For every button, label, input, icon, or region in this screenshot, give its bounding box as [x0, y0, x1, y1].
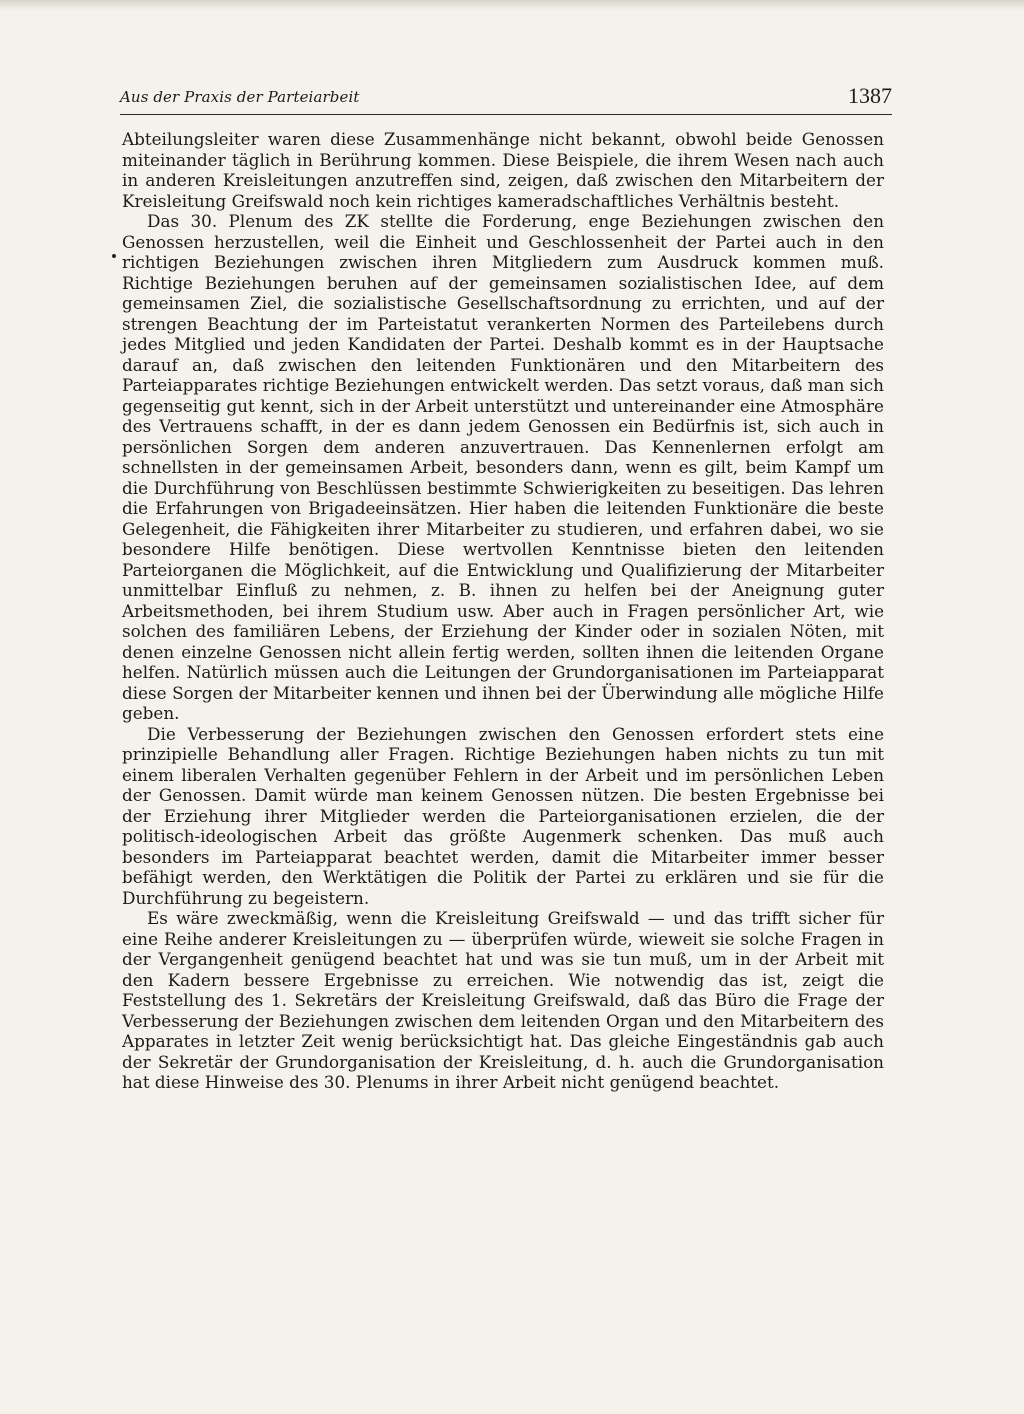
paragraph-4: Es wäre zweckmäßig, wenn die Kreisleitung Greifswald — und das trifft sicher für eine Reihe anderer Kreisleitungen zu — überprüfen würde, wieweit sie solche Fragen in der Vergangenheit genügend beachtet hat und was sie tun muß, um in der Arbeit mit den Kadern bessere Ergebnisse zu erreichen. Wie notwendig das ist, zeigt die Feststellung des 1. Sekretärs der Kreisleitung Greifswald, daß das Büro die Frage der Verbesserung der Beziehungen zwischen dem leitenden Organ und den Mitarbeitern des Apparates in letzter Zeit wenig berücksichtigt hat. Das gleiche Eingeständnis gab auch der Sekretär der Grundorganisation der Kreisleitung, d. h. auch die Grundorganisation hat diese Hinweise des 30. Plenums in ihrer Arbeit nicht genügend beachtet.	[122, 908, 884, 1092]
paragraph-2: Das 30. Plenum des ZK stellte die Forderung, enge Beziehungen zwischen den Genossen herzustellen, weil die Einheit und Geschlossenheit der Partei auch in den richtigen Beziehungen zwischen ihren Mitgliedern zum Ausdruck kommen muß. Richtige Beziehungen beruhen auf der gemeinsamen sozialistischen Idee, auf dem gemeinsamen Ziel, die sozialistische Gesellschaftsordnung zu errichten, und auf der strengen Beachtung der im Parteistatut verankerten Normen des Parteilebens durch jedes Mitglied und jeden Kandidaten der Partei. Deshalb kommt es in der Hauptsache darauf an, daß zwischen den leitenden Funktionären und den Mitarbeitern des Parteiapparates richtige Beziehungen entwickelt werden. Das setzt voraus, daß man sich gegenseitig gut kennt, sich in der Arbeit unterstützt und untereinander eine Atmosphäre des Vertrauens schafft, in der es dann jedem Genossen ein Bedürfnis ist, sich auch in persönlichen Sorgen dem anderen anzuvertrauen. Das Kennenlernen erfolgt am schnellsten in der gemeinsamen Arbeit, besonders dann, wenn es gilt, beim Kampf um die Durchführung von Beschlüssen bestimmte Schwierigkeiten zu beseitigen. Das lehren die Erfahrungen von Brigadeeinsätzen. Hier haben die leitenden Funktionäre die beste Gelegenheit, die Fähigkeiten ihrer Mitarbeiter zu studieren, und erfahren dabei, wo sie besondere Hilfe benötigen. Diese wertvollen Kenntnisse bieten den leitenden Parteiorganen die Möglichkeit, auf die Entwicklung und Qualifizierung der Mitarbeiter unmittelbar Einfluß zu nehmen, z. B. ihnen zu helfen bei der Aneignung guter Arbeitsmethoden, bei ihrem Studium usw. Aber auch in Fragen persönlicher Art, wie solchen des familiären Lebens, der Erziehung der Kinder oder in sozialen Nöten, mit denen einzelne Genossen nicht allein fertig werden, sollten ihnen die leitenden Organe helfen. Natürlich müssen auch die Leitungen der Grundorganisationen im Parteiapparat diese Sorgen der Mitarbeiter kennen und ihnen bei der Überwindung alle mögliche Hilfe geben.	[122, 211, 884, 723]
margin-mark	[112, 254, 116, 258]
page-header	[120, 83, 892, 111]
article-body	[122, 129, 884, 1093]
paragraph-1: Abteilungsleiter waren diese Zusammenhänge nicht bekannt, obwohl beide Genossen miteinander täglich in Berührung kommen. Diese Beispiele, die ihrem Wesen nach auch in anderen Kreisleitungen anzutreffen sind, zeigen, daß zwischen den Mitarbeitern der Kreisleitung Greifswald noch kein richtiges kameradschaftliches Verhältnis besteht.	[122, 129, 884, 211]
running-head: Aus der Praxis der Parteiarbeit	[120, 88, 360, 106]
header-rule	[120, 114, 892, 115]
page-number: 1387	[848, 83, 892, 108]
paragraph-3: Die Verbesserung der Beziehungen zwischen den Genossen erfordert stets eine prinzipielle Behandlung aller Fragen. Richtige Beziehungen haben nichts zu tun mit einem liberalen Verhalten gegenüber Fehlern in der Arbeit und im persönlichen Leben der Genossen. Damit würde man keinem Genossen nützen. Die besten Ergebnisse bei der Erziehung ihrer Mitglieder werden die Parteiorganisationen erzielen, die der politisch-ideologischen Arbeit das größte Augenmerk schenken. Das muß auch besonders im Parteiapparat beachtet werden, damit die Mitarbeiter immer besser befähigt werden, den Werktätigen die Politik der Partei zu erklären und sie für die Durchführung zu begeistern.	[122, 723, 884, 908]
scan-edge	[0, 0, 1024, 10]
